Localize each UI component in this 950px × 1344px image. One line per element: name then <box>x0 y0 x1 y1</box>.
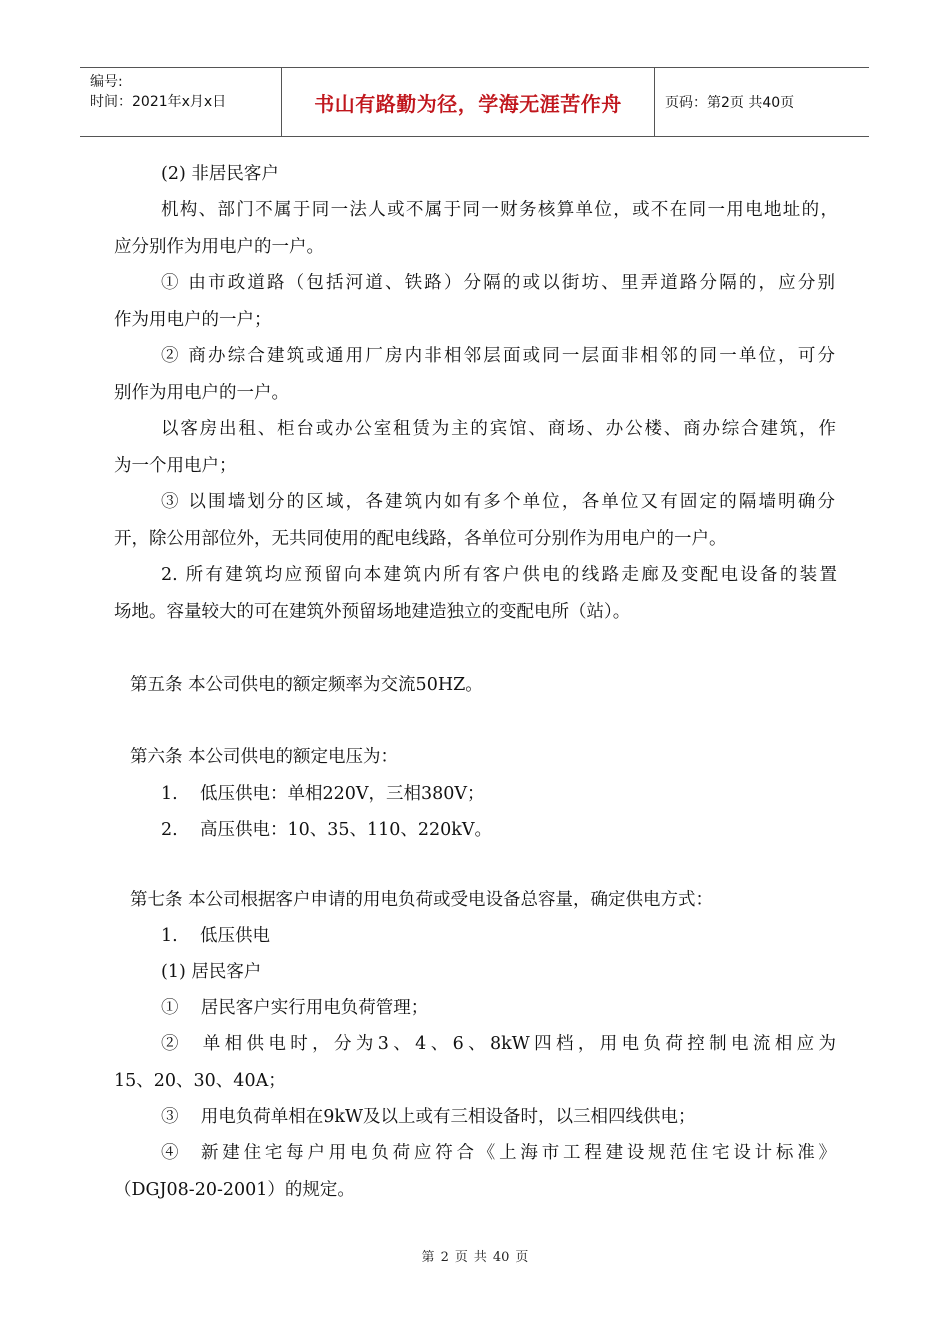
footer-ye2: 页 <box>515 1250 529 1265</box>
list-item: ④ 新建住宅每户用电负荷应符合《上海市工程建设规范住宅设计标准》 <box>161 1143 836 1163</box>
paragraph-line: 为一个用电户； <box>114 456 237 476</box>
header-page-info: 页码：第2页 共40页 <box>665 95 795 111</box>
page-footer <box>0 1246 950 1265</box>
article-6: 第六条 本公司供电的额定电压为： <box>130 747 399 767</box>
article-7: 第七条 本公司根据客户申请的用电负荷或受电设备总容量，确定供电方式： <box>130 890 714 910</box>
paragraph-line: 2. 所有建筑均应预留向本建筑内所有客户供电的线路走廊及变配电设备的装置 <box>161 565 837 585</box>
paragraph-line: 机构、部门不属于同一法人或不属于同一财务核算单位，或不在同一用电地址的， <box>161 200 838 220</box>
footer-di: 第 <box>421 1250 435 1265</box>
paragraph-line: （DGJ08-20-2001）的规定。 <box>114 1180 355 1200</box>
paragraph-line: 场地。容量较大的可在建筑外预留场地建造独立的变配电所（站）。 <box>114 602 631 622</box>
list-item: ② 单相供电时，分为3、4、6、8kW四档，用电负荷控制电流相应为 <box>161 1034 836 1054</box>
page-header <box>80 67 869 137</box>
footer-page-number: 2 <box>440 1250 449 1265</box>
paragraph-line: ③ 以围墙划分的区域，各建筑内如有多个单位，各单位又有固定的隔墙明确分 <box>161 492 835 512</box>
footer-gong: 共 <box>473 1250 487 1265</box>
list-item: ③ 用电负荷单相在9kW及以上或有三相设备时，以三相四线供电； <box>161 1107 696 1127</box>
footer-total-pages: 40 <box>492 1250 510 1265</box>
list-item: 1. 低压供电 <box>161 926 270 946</box>
paragraph-line: 15、20、30、40A； <box>114 1071 286 1091</box>
header-motto: 书山有路勤为径，学海无涯苦作舟 <box>281 68 655 136</box>
header-meta <box>80 68 281 136</box>
document-date: 时间：2021年x月x日 <box>90 94 227 110</box>
paragraph-line: (2) 非居民客户 <box>161 164 279 184</box>
article-5: 第五条 本公司供电的额定频率为交流50HZ。 <box>130 675 483 695</box>
paragraph-line: 别作为用电户的一户。 <box>114 383 289 403</box>
list-item: ① 居民客户实行用电负荷管理； <box>161 998 429 1018</box>
paragraph-line: 开，除公用部位外，无共同使用的配电线路，各单位可分别作为用电户的一户。 <box>114 529 727 549</box>
list-item: 2. 高压供电：10、35、110、220kV。 <box>161 820 493 840</box>
paragraph-line: 以客房出租、柜台或办公室租赁为主的宾馆、商场、办公楼、商办综合建筑，作 <box>161 419 836 439</box>
paragraph-line: 作为用电户的一户； <box>114 310 272 330</box>
document-number-label: 编号: <box>90 74 123 90</box>
paragraph-line: (1) 居民客户 <box>161 962 262 982</box>
footer-ye: 页 <box>454 1250 468 1265</box>
paragraph-line: ① 由市政道路（包括河道、铁路）分隔的或以街坊、里弄道路分隔的，应分别 <box>161 273 835 293</box>
paragraph-line: ② 商办综合建筑或通用厂房内非相邻层面或同一层面非相邻的同一单位，可分 <box>161 346 835 366</box>
list-item: 1. 低压供电：单相220V，三相380V； <box>161 784 485 804</box>
paragraph-line: 应分别作为用电户的一户。 <box>114 237 324 257</box>
